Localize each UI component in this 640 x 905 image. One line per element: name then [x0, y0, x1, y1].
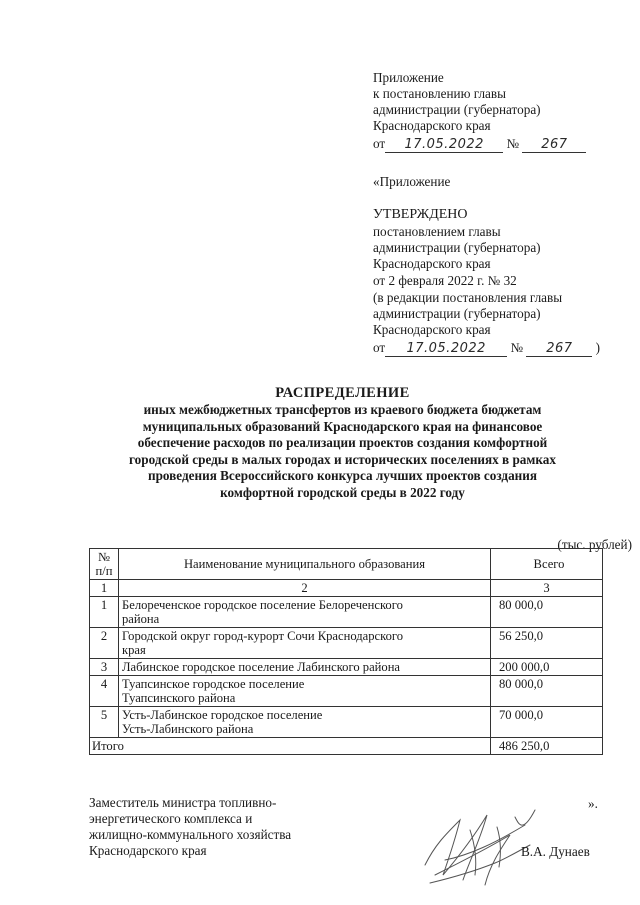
col-index: 2 — [119, 580, 491, 597]
appendix-label: Приложение — [373, 70, 444, 85]
column-index-row — [90, 580, 603, 597]
row-sum: 56 250,0 — [491, 628, 603, 659]
col-index: 3 — [491, 580, 603, 597]
approval-line: администрации (губернатора) — [373, 102, 541, 117]
decree-date-line-2 — [373, 340, 600, 357]
table-row — [90, 676, 603, 707]
handwritten-number: 267 — [522, 138, 586, 153]
number-label: № — [506, 136, 520, 151]
approval-line: от 2 февраля 2022 г. № 32 — [373, 273, 517, 288]
row-sum: 70 000,0 — [491, 707, 603, 738]
row-sum: 200 000,0 — [491, 659, 603, 676]
total-label: Итого — [90, 738, 491, 755]
approval-line: Краснодарского края — [373, 118, 491, 133]
row-number: 1 — [90, 597, 119, 628]
total-sum: 486 250,0 — [491, 738, 603, 755]
table-row — [90, 659, 603, 676]
row-number: 4 — [90, 676, 119, 707]
approval-line: (в редакции постановления главы — [373, 290, 563, 305]
distribution-table — [89, 548, 603, 755]
header-total: Всего — [491, 549, 603, 580]
col-index: 1 — [90, 580, 119, 597]
close-paren: ) — [595, 340, 601, 355]
position-line: Краснодарского края — [89, 843, 207, 858]
table-row — [90, 707, 603, 738]
header-number: № п/п — [90, 549, 119, 580]
table-row — [90, 628, 603, 659]
handwritten-number: 267 — [526, 342, 592, 357]
title-line: комфортной городской среды в 2022 году — [220, 484, 465, 500]
header-name: Наименование муниципального образования — [119, 549, 491, 580]
row-number: 5 — [90, 707, 119, 738]
position-line: Заместитель министра топливно- — [89, 795, 277, 810]
approval-line: к постановлению главы — [373, 86, 506, 101]
row-name: Лабинское городское поселение Лабинского района — [119, 659, 491, 676]
row-name: Усть-Лабинское городское поселение Усть-Лабинского района — [119, 707, 491, 738]
approval-line: постановлением главы — [373, 224, 501, 239]
title-line: городской среды в малых городах и исторических поселениях в рамках — [129, 451, 556, 467]
title-line: иных межбюджетных трансфертов из краевого бюджета бюджетам — [143, 402, 542, 417]
date-prefix: от — [373, 136, 386, 151]
signatory-position — [89, 795, 291, 859]
row-name: Городской округ город-курорт Сочи Краснодарского края — [119, 628, 491, 659]
position-line: энергетического комплекса и — [89, 811, 253, 826]
approval-line: администрации (губернатора) — [373, 240, 541, 255]
document-title — [80, 384, 605, 501]
approval-line: администрации (губернатора) — [373, 306, 541, 321]
table-header-row — [90, 549, 603, 580]
approval-line: Краснодарского края — [373, 256, 491, 271]
decree-date-line — [373, 136, 586, 153]
quoted-appendix: «Приложение — [373, 174, 451, 189]
approval-line: Краснодарского края — [373, 322, 491, 337]
handwritten-date: 17.05.2022 — [385, 138, 503, 153]
row-sum: 80 000,0 — [491, 597, 603, 628]
total-row — [90, 738, 603, 755]
title-line: проведения Всероссийского конкурса лучших проектов создания — [147, 468, 538, 483]
signatory-name: В.А. Дунаев — [521, 844, 590, 859]
row-name: Туапсинское городское поселение Туапсинского района — [119, 676, 491, 707]
approved-heading: УТВЕРЖДЕНО — [373, 207, 468, 222]
row-name: Белореченское городское поселение Белореченского района — [119, 597, 491, 628]
row-number: 3 — [90, 659, 119, 676]
title-main: РАСПРЕДЕЛЕНИЕ — [275, 385, 410, 401]
position-line: жилищно-коммунального хозяйства — [89, 827, 292, 842]
date-prefix: от — [373, 340, 386, 355]
table-row — [90, 597, 603, 628]
closing-quote: ». — [588, 796, 598, 811]
row-number: 2 — [90, 628, 119, 659]
units-label: (тыс. рублей) — [557, 537, 632, 552]
handwritten-date: 17.05.2022 — [385, 342, 507, 357]
title-line: обеспечение расходов по реализации проектов создания комфортной — [137, 435, 548, 450]
number-label: № — [510, 340, 524, 355]
row-sum: 80 000,0 — [491, 676, 603, 707]
title-line: муниципальных образований Краснодарского края на финансовое — [142, 418, 543, 434]
